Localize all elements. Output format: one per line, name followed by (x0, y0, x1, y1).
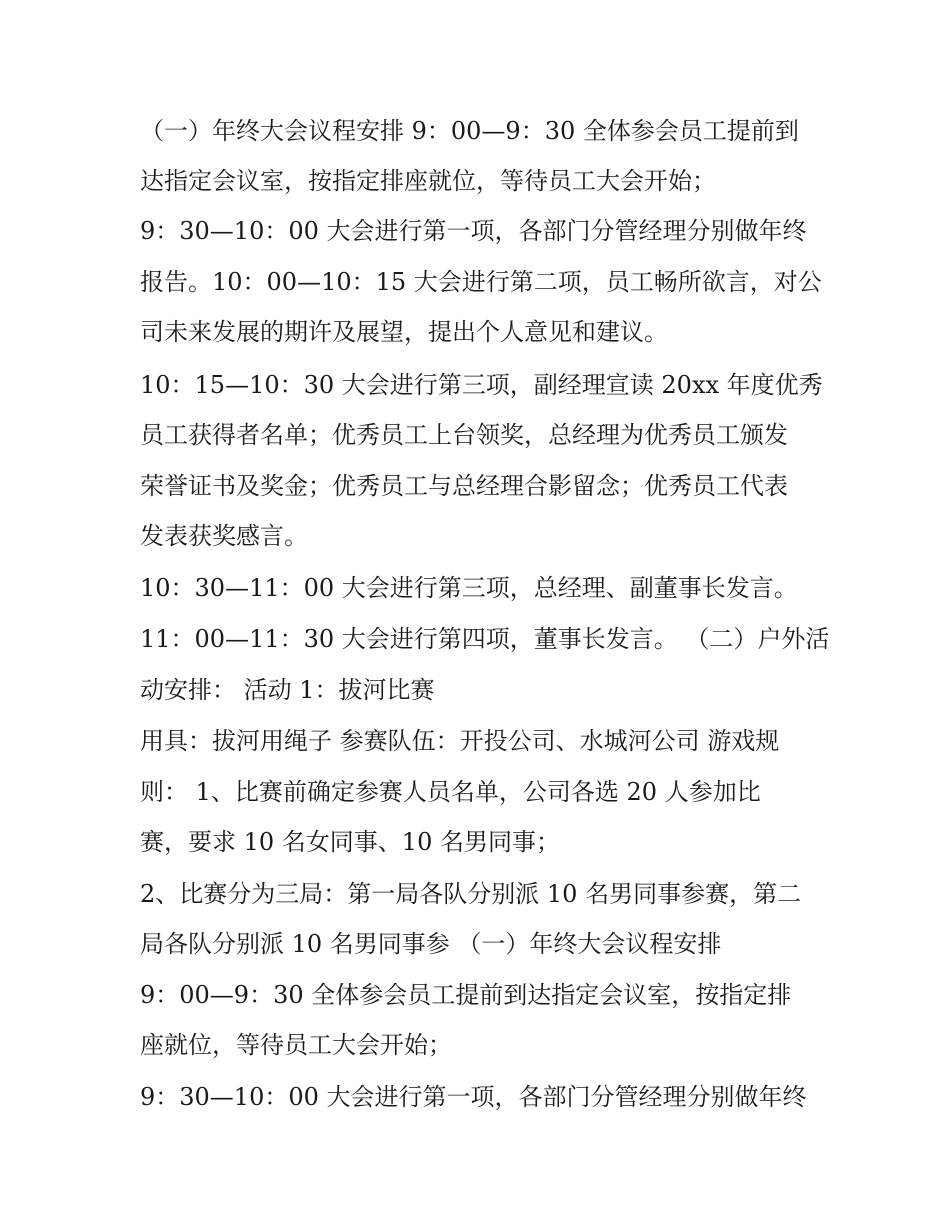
text-line: 局各队分别派 10 名男同事参 （一）年终大会议程安排 (140, 930, 722, 958)
text-line: 10：30—11：00 大会进行第三项，总经理、副董事长发言。 (140, 574, 798, 602)
text-line: 9：30—10：00 大会进行第一项，各部门分管经理分别做年终 (140, 1083, 807, 1111)
text-line: 报告。10：00—10：15 大会进行第二项，员工畅所欲言，对公 (140, 268, 822, 296)
text-line: 座就位，等待员工大会开始； (140, 1031, 452, 1059)
text-line: 2、比赛分为三局：第一局各队分别派 10 名男同事参赛，第二 (140, 880, 802, 908)
text-line: 员工获得者名单；优秀员工上台领奖，总经理为优秀员工颁发 (140, 421, 788, 449)
text-line: 司未来发展的期许及展望，提出个人意见和建议。 (140, 318, 668, 346)
text-line: （一）年终大会议程安排 9：00—9：30 全体参会员工提前到 (140, 117, 799, 145)
text-line: 则： 1、比赛前确定参赛人员名单，公司各选 20 人参加比 (140, 778, 761, 806)
text-line: 发表获奖感言。 (140, 522, 308, 550)
text-line: 动安排： 活动 1：拔河比赛 (140, 676, 435, 704)
text-line: 9：00—9：30 全体参会员工提前到达指定会议室，按指定排 (140, 981, 792, 1009)
text-line: 11：00—11：30 大会进行第四项，董事长发言。 （二）户外活 (140, 625, 830, 653)
text-line: 用具：拔河用绳子 参赛队伍：开投公司、水城河公司 游戏规 (140, 727, 780, 755)
text-line: 10：15—10：30 大会进行第三项，副经理宣读 20xx 年度优秀 (140, 371, 823, 399)
text-line: 荣誉证书及奖金；优秀员工与总经理合影留念；优秀员工代表 (140, 472, 788, 500)
text-line: 9：30—10：00 大会进行第一项，各部门分管经理分别做年终 (140, 217, 807, 245)
text-line: 达指定会议室，按指定排座就位，等待员工大会开始； (140, 167, 716, 195)
text-line: 赛，要求 10 名女同事、10 名男同事； (140, 828, 560, 856)
